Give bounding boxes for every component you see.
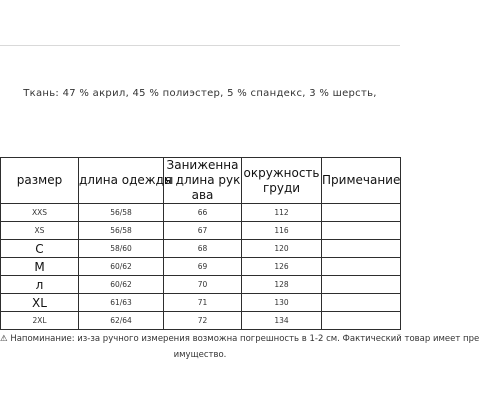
chest-cell: 112 [242,204,322,222]
note-cell [322,312,401,330]
header-size: размер [1,158,79,204]
header-chest: окружность груди [242,158,322,204]
note-line-1: ⚠ Напоминание: из-за ручного измерения возможна погрешность в 1-2 см. Фактический товар имеет пре [0,334,479,344]
note-line-2: имущество. [173,350,227,360]
length-cell: 62/64 [79,312,164,330]
chest-cell: 116 [242,222,322,240]
size-cell: XXS [1,204,79,222]
table-row [1,276,401,294]
chest-cell: 120 [242,240,322,258]
note-cell [322,222,401,240]
chest-cell: 130 [242,294,322,312]
chest-cell: 134 [242,312,322,330]
sleeve-cell: 72 [164,312,242,330]
table-row [1,312,401,330]
chest-cell: 128 [242,276,322,294]
table-row [1,294,401,312]
table-row [1,240,401,258]
sleeve-cell: 69 [164,258,242,276]
note-cell [322,240,401,258]
header-garment-length: длина одежды [79,158,164,204]
sleeve-cell: 68 [164,240,242,258]
note-cell [322,276,401,294]
chest-cell: 126 [242,258,322,276]
header-sleeve-length: Заниженная длина рукава [164,158,241,202]
size-cell: M [1,258,79,276]
length-cell: 61/63 [79,294,164,312]
sleeve-cell: 71 [164,294,242,312]
length-cell: 60/62 [79,276,164,294]
size-chart-table [0,157,401,330]
table-row [1,204,401,222]
note-cell [322,294,401,312]
note-cell [322,204,401,222]
length-cell: 58/60 [79,240,164,258]
size-cell: C [1,240,79,258]
note-cell [322,258,401,276]
size-cell: XS [1,222,79,240]
top-divider [0,45,400,46]
table-header-row [1,158,401,204]
sleeve-cell: 66 [164,204,242,222]
length-cell: 60/62 [79,258,164,276]
length-cell: 56/58 [79,222,164,240]
size-cell: XL [1,294,79,312]
length-cell: 56/58 [79,204,164,222]
sleeve-cell: 70 [164,276,242,294]
fabric-composition: Ткань: 47 % акрил, 45 % полиэстер, 5 % спандекс, 3 % шерсть, [23,88,377,99]
table-row [1,222,401,240]
measurement-note [0,331,479,363]
size-cell: 2XL [1,312,79,330]
sleeve-cell: 67 [164,222,242,240]
table-row [1,258,401,276]
header-note: Примечание [322,158,401,204]
size-cell: л [1,276,79,294]
